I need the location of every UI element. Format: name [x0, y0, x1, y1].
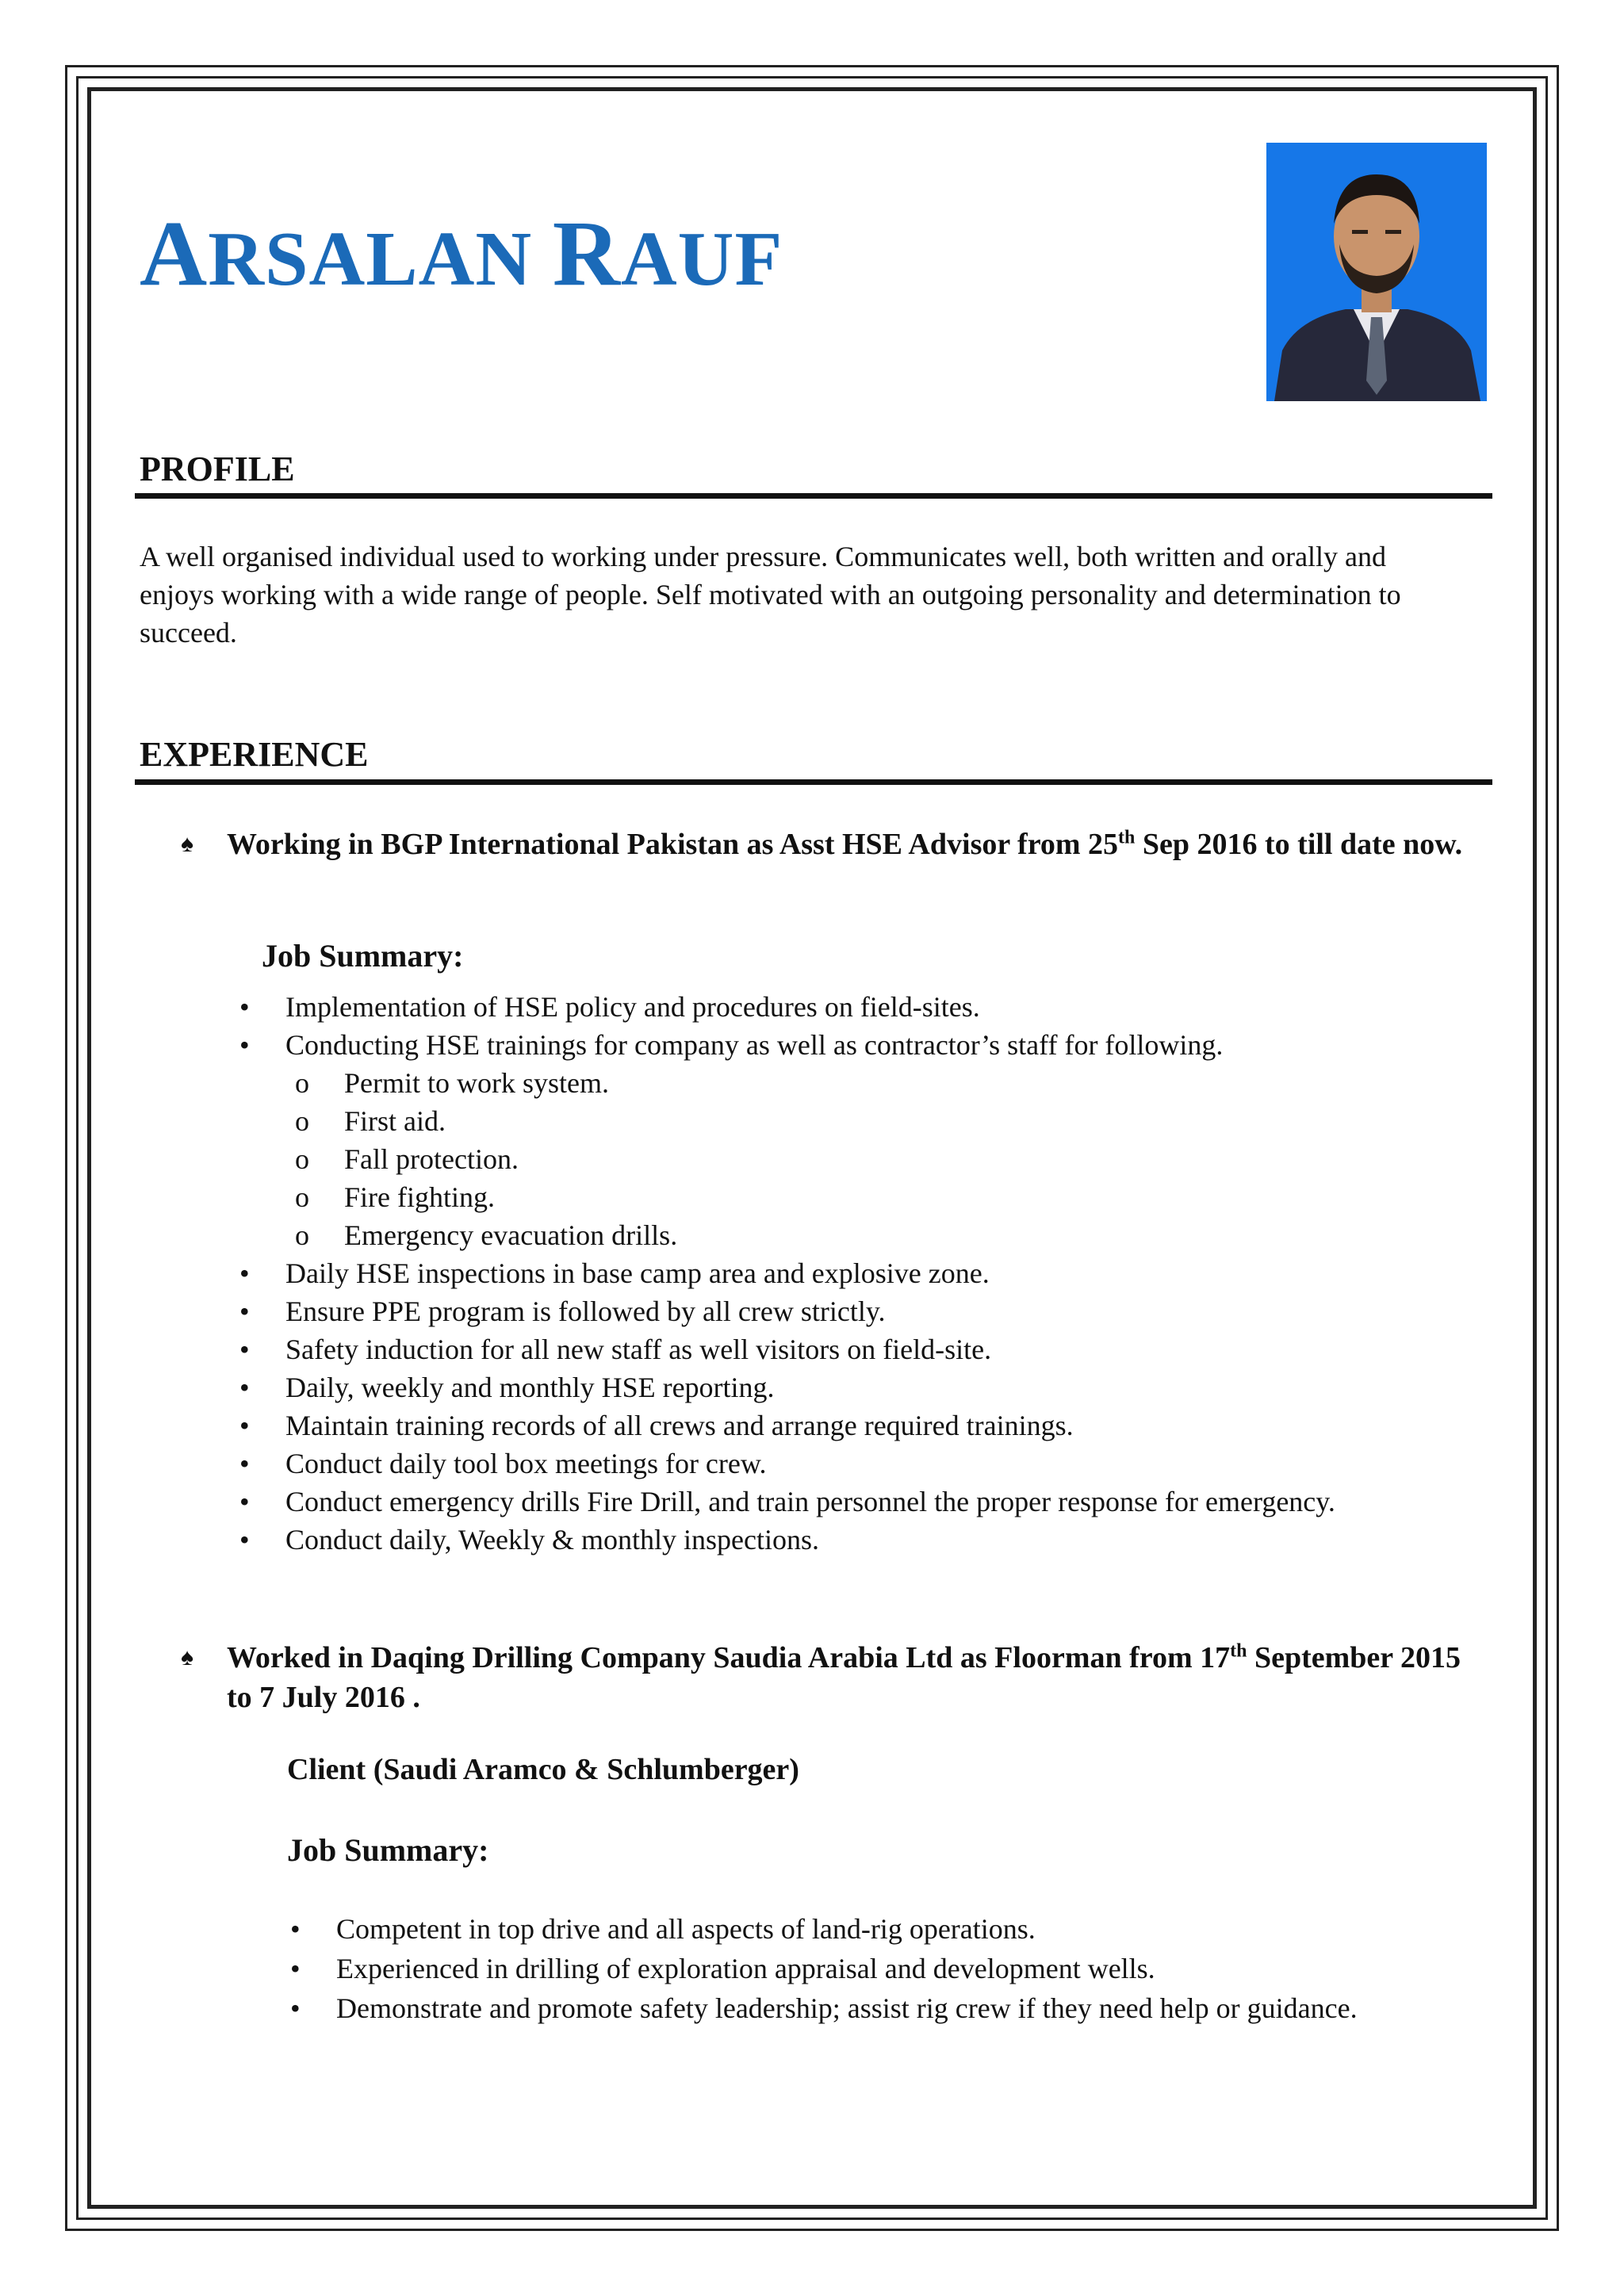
- profile-photo: [1266, 143, 1487, 401]
- spade-bullet-icon: ♠: [181, 1644, 193, 1670]
- list-item: [290, 1909, 1369, 1949]
- job2-heading-post: September 2015 to 7 July 2016 .: [227, 1641, 1461, 1714]
- bullet-icon: •: [239, 1334, 250, 1365]
- bullet-icon: •: [290, 1913, 301, 1945]
- sub-bullet-icon: o: [295, 1181, 309, 1213]
- candidate-name: [140, 200, 783, 308]
- list-item: [239, 988, 1492, 1026]
- job1-training-text: Emergency evacuation drills.: [344, 1219, 678, 1251]
- bullet-icon: •: [239, 1410, 250, 1441]
- portrait-image: [1266, 143, 1487, 401]
- list-item: [295, 1216, 1484, 1254]
- experience-divider: [135, 779, 1492, 785]
- job1-duties-list: [239, 988, 1492, 1064]
- job1-heading-pre: Working in BGP International Pakistan as Asst HSE Advisor from 25: [227, 828, 1119, 861]
- list-item: [239, 1483, 1489, 1521]
- job2-heading-sup: th: [1230, 1640, 1247, 1662]
- list-item: [239, 1368, 1489, 1406]
- job1-duty-text: Implementation of HSE policy and procedures on field-sites.: [285, 991, 980, 1023]
- bullet-icon: •: [290, 1992, 301, 2024]
- bullet-icon: •: [239, 1257, 250, 1289]
- list-item: [239, 1026, 1492, 1064]
- job1-duty-text: Conduct daily, Weekly & monthly inspections.: [285, 1524, 820, 1556]
- list-item: [290, 1949, 1369, 1988]
- bullet-icon: •: [239, 1295, 250, 1327]
- job1-training-text: First aid.: [344, 1105, 446, 1137]
- job1-heading-post: Sep 2016 to till date now.: [1135, 828, 1463, 861]
- job1-training-text: Fall protection.: [344, 1143, 519, 1175]
- job1-heading-sup: th: [1118, 827, 1136, 848]
- job1-training-text: Permit to work system.: [344, 1067, 609, 1099]
- bullet-icon: •: [239, 1486, 250, 1517]
- job2-duties-list: [290, 1909, 1369, 2028]
- list-item: [239, 1406, 1489, 1445]
- job2-client: Client (Saudi Aramco & Schlumberger): [287, 1753, 799, 1786]
- job1-duty-text: Safety induction for all new staff as well visitors on field-site.: [285, 1334, 992, 1365]
- job2-summary-label: Job Summary:: [287, 1832, 489, 1868]
- sub-bullet-icon: o: [295, 1067, 309, 1099]
- job1-duty-text: Daily HSE inspections in base camp area and explosive zone.: [285, 1257, 990, 1289]
- list-item: [290, 1988, 1369, 2028]
- profile-heading: PROFILE: [140, 450, 295, 488]
- profile-text: A well organised individual used to working under pressure. Communicates well, both written and orally and enjoys working with a wide range of people. Self motivated with an outgoing personality and determination to succeed.: [140, 541, 1401, 649]
- job1-duty-text: Conducting HSE trainings for company as well as contractor’s staff for following.: [285, 1029, 1224, 1061]
- bullet-icon: •: [239, 1029, 250, 1061]
- job1-heading-text: [227, 825, 1464, 864]
- job1-training-text: Fire fighting.: [344, 1181, 495, 1213]
- list-item: [295, 1064, 1484, 1102]
- job1-duty-text: Maintain training records of all crews and arrange required trainings.: [285, 1410, 1074, 1441]
- bullet-icon: •: [239, 1524, 250, 1556]
- job2-heading-text: [227, 1638, 1464, 1717]
- job2-duty-text: Demonstrate and promote safety leadership; assist rig crew if they need help or guidance.: [336, 1992, 1358, 2024]
- list-item: [239, 1254, 1489, 1292]
- spade-bullet-icon: ♠: [181, 831, 193, 857]
- sub-bullet-icon: o: [295, 1219, 309, 1251]
- name-first-rest: RSALAN: [208, 216, 533, 302]
- sub-bullet-icon: o: [295, 1105, 309, 1137]
- name-first-initial: A: [140, 201, 209, 305]
- job1-duty-text: Conduct daily tool box meetings for crew.: [285, 1448, 767, 1479]
- list-item: [295, 1178, 1484, 1216]
- profile-divider: [135, 493, 1492, 499]
- job1-training-sublist: [295, 1064, 1484, 1254]
- job2-duty-text: Experienced in drilling of exploration appraisal and development wells.: [336, 1953, 1155, 1984]
- bullet-icon: •: [239, 991, 250, 1023]
- job1-duty-text: Conduct emergency drills Fire Drill, and train personnel the proper response for emergency.: [285, 1486, 1335, 1517]
- name-last-rest: AUF: [620, 216, 783, 302]
- bullet-icon: •: [239, 1372, 250, 1403]
- name-last-initial: R: [552, 201, 621, 305]
- list-item: [295, 1140, 1484, 1178]
- job2-duty-text: Competent in top drive and all aspects of land-rig operations.: [336, 1913, 1036, 1945]
- list-item: [295, 1102, 1484, 1140]
- job2-heading: [181, 1638, 1465, 1717]
- job2-heading-pre: Worked in Daqing Drilling Company Saudia Arabia Ltd as Floorman from 17: [227, 1641, 1231, 1674]
- bullet-icon: •: [290, 1953, 301, 1984]
- job1-summary-label: Job Summary:: [262, 938, 464, 974]
- list-item: [239, 1521, 1489, 1559]
- job1-duties-list-2: [239, 1254, 1489, 1559]
- job1-duty-text: Ensure PPE program is followed by all crew strictly.: [285, 1295, 886, 1327]
- job1-duty-text: Daily, weekly and monthly HSE reporting.: [285, 1372, 775, 1403]
- list-item: [239, 1330, 1489, 1368]
- sub-bullet-icon: o: [295, 1143, 309, 1175]
- experience-heading: EXPERIENCE: [140, 735, 369, 774]
- list-item: [239, 1292, 1489, 1330]
- list-item: [239, 1445, 1489, 1483]
- job1-heading: [181, 825, 1465, 904]
- bullet-icon: •: [239, 1448, 250, 1479]
